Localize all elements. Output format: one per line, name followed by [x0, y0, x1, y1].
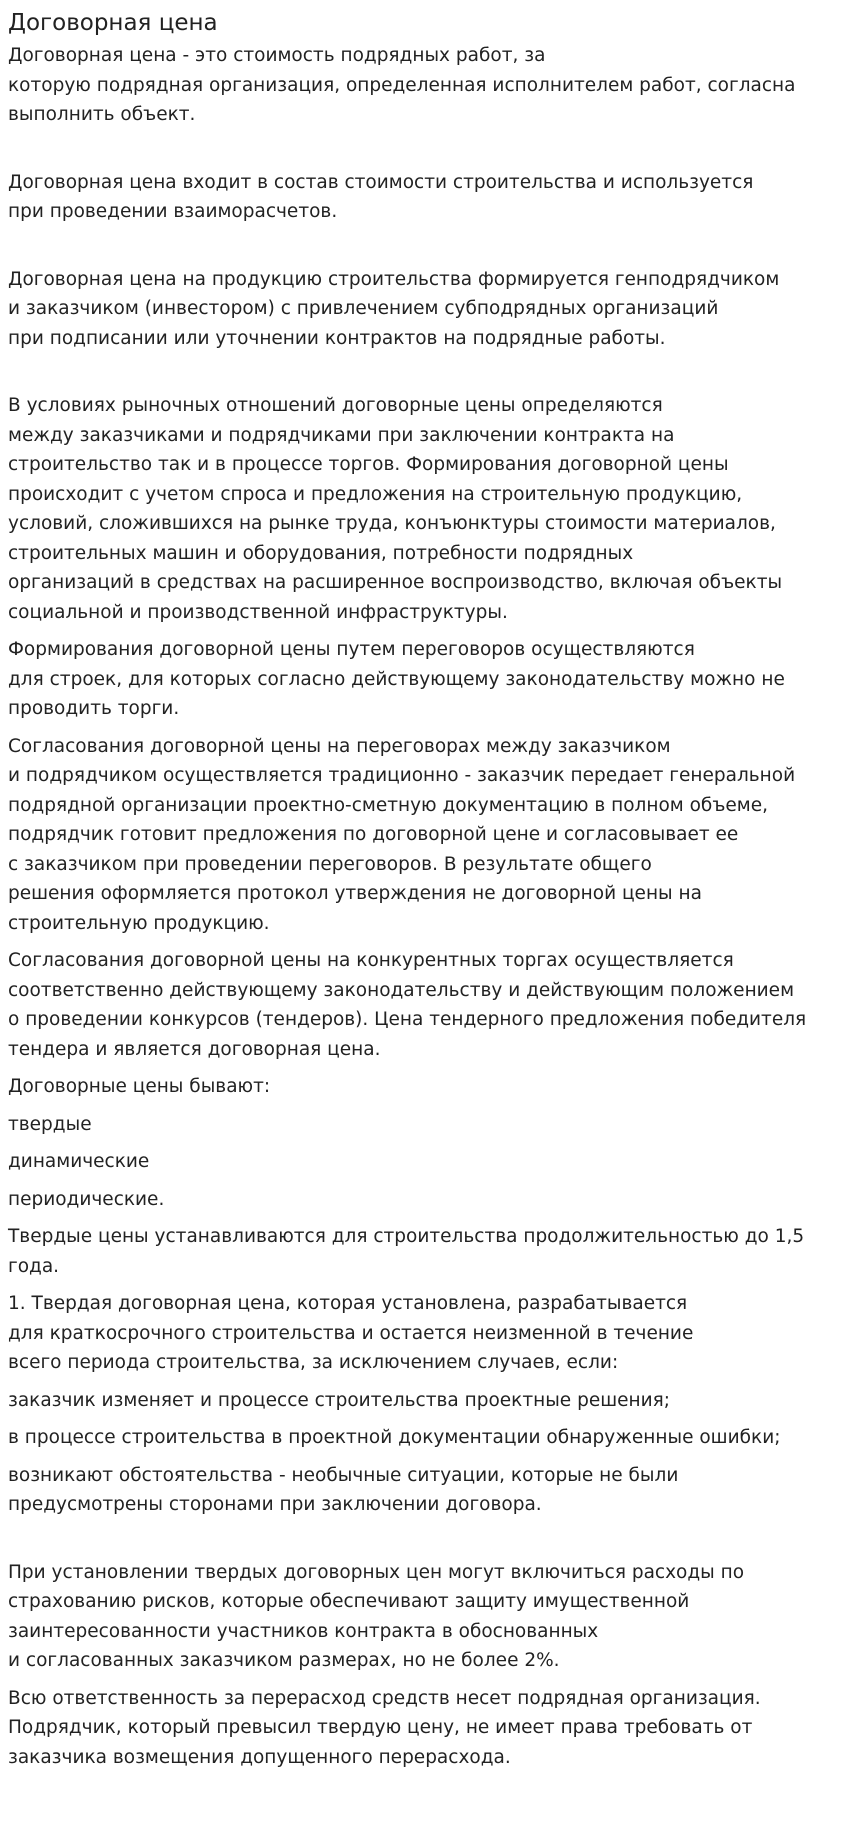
paragraph-price-types-intro: Договорные цены бывают: [8, 1076, 271, 1097]
paragraph-responsibility: Всю ответственность за перерасход средств несет подрядная организация. Подрядчик, который превысил твердую цену, не имеет права требовать от заказчика возмещения допущенного перерасхода. [8, 1687, 761, 1768]
paragraph-risk-insurance: При установлении твердых договорных цен могут включиться расходы по страхованию рисков, которые обеспечивают защиту имущественной заинтересованности участников контракта в обоснованных и согласованных заказчиком размерах, но не более 2%. [8, 1561, 745, 1671]
paragraph-definition: Договорная цена - это стоимость подрядных работ, за которую подрядная организация, определенная исполнителем работ, согласна выполнить объект. [8, 45, 796, 125]
list-item-documentation-errors: в процессе строительства в проектной документации обнаруженные ошибки; [8, 1427, 781, 1448]
paragraph-cost-composition: Договорная цена входит в состав стоимости строительства и используется при проведении взаиморасчетов. [8, 171, 754, 222]
list-item-unusual-circumstances: возникают обстоятельства - необычные ситуации, которые не были предусмотрены сторонами при заключении договора. [8, 1464, 679, 1515]
paragraph-negotiation-agreement: Согласования договорной цены на переговорах между заказчиком и подрядчиком осуществляется традиционно - заказчик передает генеральной подрядной организации проектно-сметную документацию в полном объеме, подрядчик готовит предложения по договорной цене и согласовывает ее с заказчиком при проведении переговоров. В результате общего решения оформляется протокол утверждения не договорной цены на строительную продукцию. [8, 735, 796, 934]
paragraph-fixed-prices: Твердые цены устанавливаются для строительства продолжительностью до 1,5 года. [8, 1226, 805, 1277]
list-item-periodic: периодические. [8, 1188, 165, 1210]
list-item-dynamic: динамические [8, 1151, 150, 1172]
paragraph-tender-agreement: Согласования договорной цены на конкурентных торгах осуществляется соответственно действующему законодательству и действующим положением о проведении конкурсов (тендеров). Цена тендерного предложения победителя тендера и является договорная цена. [8, 950, 807, 1060]
paragraph-market-conditions: В условиях рыночных отношений договорные цены определяются между заказчиками и подрядчиками при заключении контракта на строительство так и в процессе торгов. Формирования договорной цены происходит с учетом спроса и предложения на строительную продукцию, условий, сложившихся на рынке труда, конъюнктуры стоимости материалов, строительных машин и оборудования, потребности подрядных организаций в средствах на расширенное воспроизводство, включая объекты социальной и производственной инфраструктуры. [8, 395, 783, 623]
list-item-design-changes: заказчик изменяет и процессе строительства проектные решения; [8, 1389, 670, 1411]
paragraph-negotiation: Формирования договорной цены путем переговоров осуществляются для строек, для которых согласно действующему законодательству можно не проводить торги. [8, 639, 785, 719]
list-item-fixed: твердые [8, 1113, 92, 1135]
paragraph-fixed-price-definition: 1. Твердая договорная цена, которая установлена, разрабатывается для краткосрочного строительства и остается неизменной в течение всего периода строительства, за исключением случаев, если: [8, 1293, 694, 1373]
paragraph-formation: Договорная цена на продукцию строительства формируется генподрядчиком и заказчиком (инвестором) с привлечением субподрядных организаций при подписании или уточнении контрактов на подрядные работы. [8, 268, 780, 349]
page-title: Договорная цена [8, 10, 218, 36]
